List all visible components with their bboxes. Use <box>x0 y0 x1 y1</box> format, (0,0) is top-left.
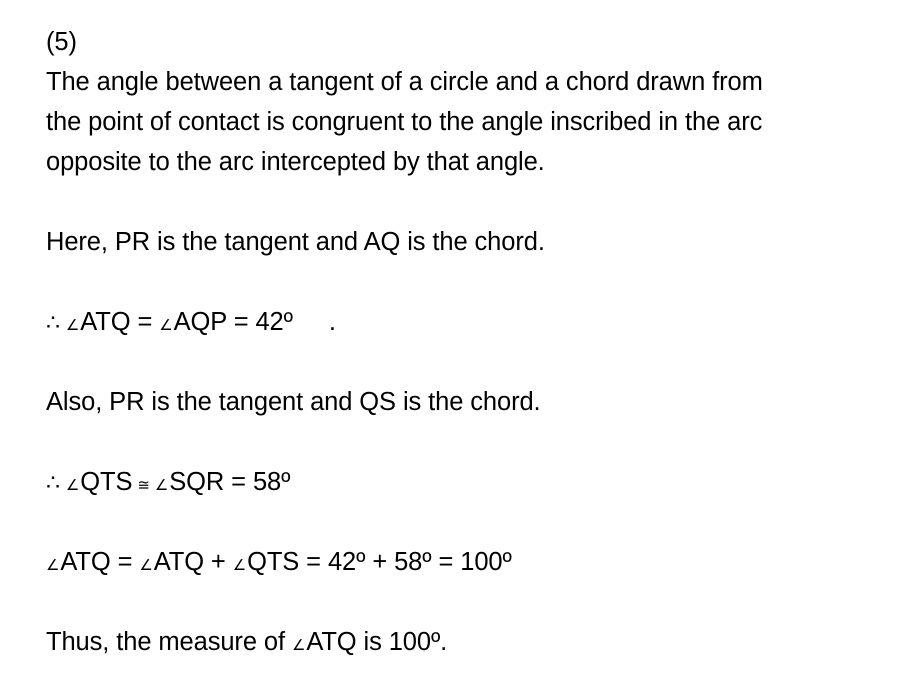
sum-part-2: ATQ + <box>153 548 233 576</box>
spacer <box>46 502 916 542</box>
problem-number: (5) <box>46 28 77 56</box>
equation-left: QTS <box>80 468 133 496</box>
theorem-line-3: opposite to the arc intercepted by that angle. <box>46 148 545 176</box>
tangent-chord-statement-2: Also, PR is the tangent and QS is the chord. <box>46 388 541 416</box>
conclusion-prefix: Thus, the measure of <box>46 628 292 656</box>
equation-right: AQP = 42º <box>173 308 293 336</box>
angle-symbol: ∠ <box>139 557 153 574</box>
tangent-chord-statement-1: Here, PR is the tangent and AQ is the chord. <box>46 228 545 256</box>
equation-atq-aqp <box>46 302 916 342</box>
spacer <box>46 582 916 622</box>
angle-symbol: ∠ <box>159 317 173 334</box>
spacer <box>46 342 916 382</box>
spacer <box>46 262 916 302</box>
equation-sum <box>46 542 916 582</box>
conclusion <box>46 622 916 662</box>
angle-symbol: ∠ <box>291 637 306 654</box>
solution-document <box>46 22 916 662</box>
angle-symbol: ∠ <box>232 557 247 574</box>
conclusion-suffix: ATQ is 100º. <box>306 628 448 656</box>
spacer <box>46 422 916 462</box>
angle-symbol: ∠ <box>154 477 169 494</box>
angle-symbol: ∠ <box>46 557 60 574</box>
therefore-symbol: ∴ <box>46 310 60 335</box>
spacer <box>46 182 916 222</box>
trailing-dot: . <box>328 308 336 336</box>
equation-left: ATQ = <box>80 308 160 336</box>
angle-symbol: ∠ <box>65 317 80 334</box>
therefore-symbol: ∴ <box>46 470 60 495</box>
sum-part-3: QTS = 42º + 58º = 100º <box>247 548 512 576</box>
theorem-line-1: The angle between a tangent of a circle and a chord drawn from <box>46 68 763 96</box>
congruent-symbol: ≅ <box>137 477 150 494</box>
angle-symbol: ∠ <box>65 477 80 494</box>
equation-qts-sqr <box>46 462 916 502</box>
theorem-line-2: the point of contact is congruent to the angle inscribed in the arc <box>46 108 763 136</box>
equation-right: SQR = 58º <box>169 468 291 496</box>
sum-part-1: ATQ = <box>60 548 140 576</box>
